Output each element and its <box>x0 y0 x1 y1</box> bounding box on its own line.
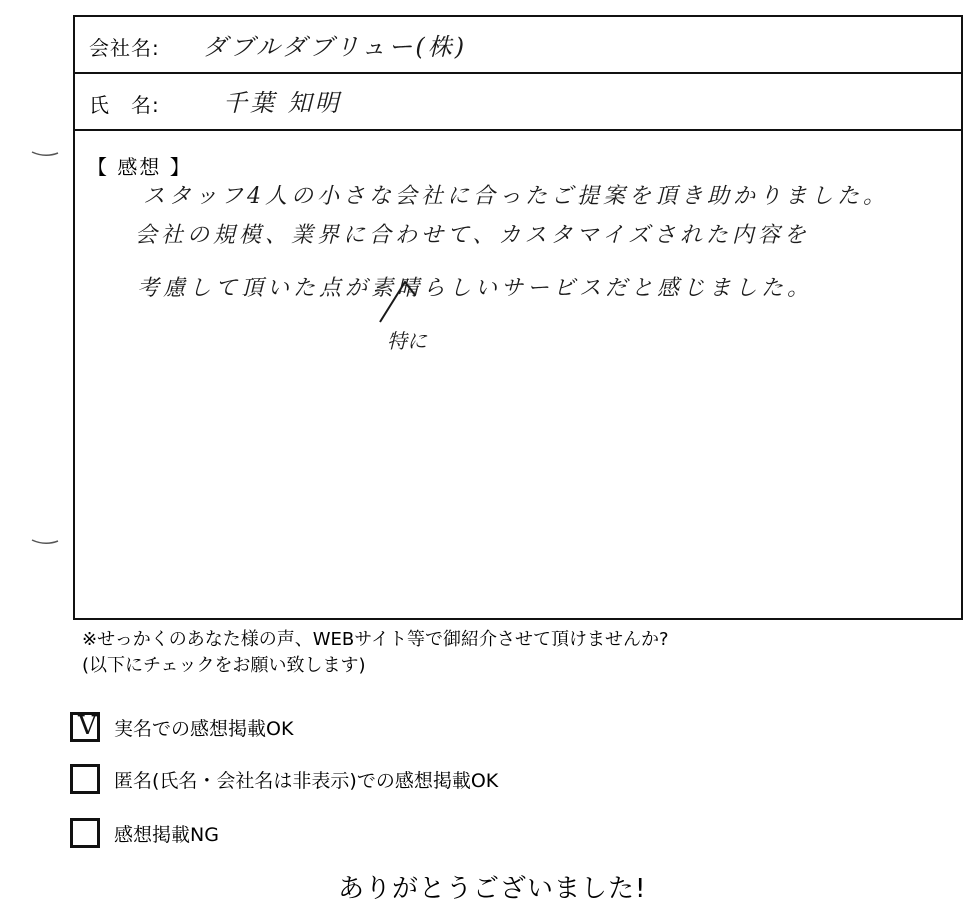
name-handwritten-value: 千葉 知明 <box>223 89 342 117</box>
feedback-form-box <box>73 15 963 620</box>
margin-mark <box>30 538 60 546</box>
option-label: 実名での感想掲載OK <box>114 718 294 740</box>
checkbox-anonymous[interactable] <box>70 764 100 794</box>
checkbox-ng[interactable] <box>70 818 100 848</box>
company-label: 会社名: <box>89 36 160 60</box>
impression-line: 会社の規模、業界に合わせて、カスタマイズされた内容を <box>135 223 810 248</box>
insertion-caret-mark <box>375 267 435 327</box>
notice-line-2: (以下にチェックをお願い致します) <box>82 655 366 676</box>
closing-message: ありがとうございました! <box>338 874 647 904</box>
company-handwritten-value: ダブルダブリュー(株) <box>203 33 468 61</box>
insertion-handwritten-text: 特に <box>387 329 427 353</box>
impression-line: 考慮して頂いた点が素晴らしいサービスだと感じました。 <box>137 276 814 301</box>
check-mark-icon: V <box>78 711 97 741</box>
margin-mark <box>30 150 60 158</box>
name-row <box>75 74 961 131</box>
name-label: 氏 名: <box>89 93 160 117</box>
checkbox-real-name[interactable] <box>70 712 100 742</box>
impression-label: 【 感想 】 <box>87 155 192 179</box>
company-row <box>75 17 961 74</box>
option-label: 匿名(氏名・会社名は非表示)での感想掲載OK <box>114 770 499 792</box>
option-label: 感想掲載NG <box>114 824 219 846</box>
impression-line: スタッフ4人の小さな会社に合ったご提案を頂き助かりました。 <box>143 184 889 209</box>
notice-line-1: ※せっかくのあなた様の声、WEBサイト等で御紹介させて頂けませんか? <box>82 629 669 650</box>
